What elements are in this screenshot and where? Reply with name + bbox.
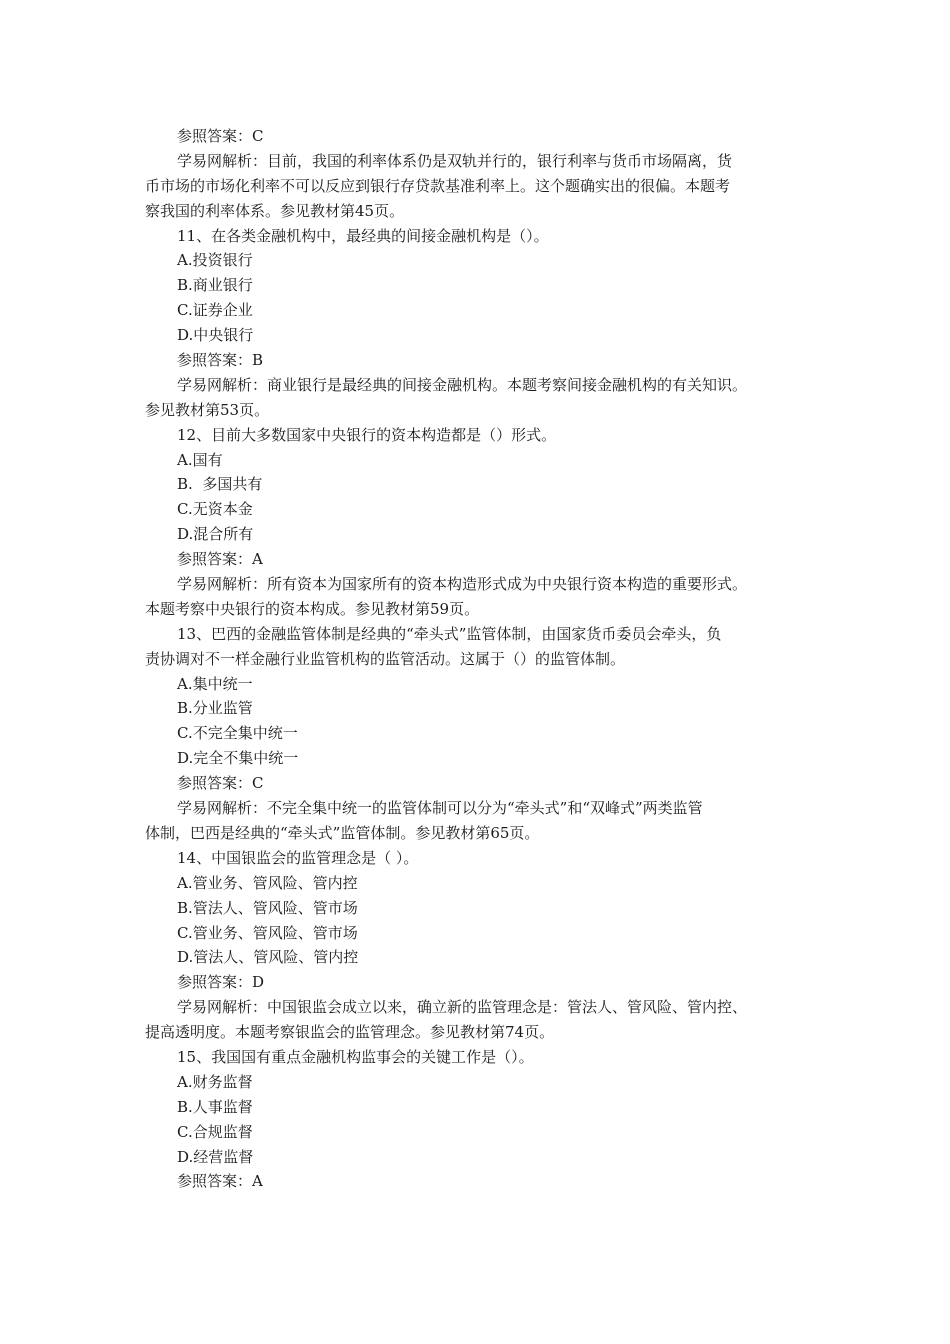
answer-line: 参照答案：C <box>177 774 264 793</box>
explanation-line: 本题考察中央银行的资本构成。参见教材第59页。 <box>145 599 480 618</box>
option-b: B.人事监督 <box>177 1097 253 1116</box>
explanation-line: 参见教材第53页。 <box>145 400 270 419</box>
explanation-line: 学易网解析：所有资本为国家所有的资本构造形式成为中央银行资本构造的重要形式。 <box>177 575 748 594</box>
question-11: 11、在各类金融机构中，最经典的间接金融机构是（）。 <box>177 226 549 245</box>
option-b: B.分业监管 <box>177 699 253 718</box>
explanation-line: 学易网解析：不完全集中统一的监管体制可以分为“牵头式”和“双峰式”两类监管 <box>177 799 703 818</box>
option-d: D.管法人、管风险、管内控 <box>177 948 359 967</box>
option-b: B.商业银行 <box>177 276 253 295</box>
explanation-line: 体制，巴西是经典的“牵头式”监管体制。参见教材第65页。 <box>145 823 540 842</box>
option-c: C.管业务、管风险、管市场 <box>177 923 358 942</box>
option-b: B. 多国共有 <box>177 475 263 494</box>
option-a: A.国有 <box>177 450 223 469</box>
question-13: 13、巴西的金融监管体制是经典的“牵头式”监管体制，由国家货币委员会牵头，负 <box>177 624 722 643</box>
option-a: A.集中统一 <box>177 674 253 693</box>
option-a: A.管业务、管风险、管内控 <box>177 873 358 892</box>
explanation-line: 提高透明度。本题考察银监会的监管理念。参见教材第74页。 <box>145 1023 555 1042</box>
option-b: B.管法人、管风险、管市场 <box>177 898 358 917</box>
question-14: 14、中国银监会的监管理念是（ ）。 <box>177 848 419 867</box>
explanation-line: 币市场的市场化利率不可以反应到银行存贷款基准利率上。这个题确实出的很偏。本题考 <box>145 176 731 195</box>
option-c: C.合规监督 <box>177 1122 253 1141</box>
answer-line: 参照答案：A <box>177 550 263 569</box>
option-d: D.混合所有 <box>177 525 254 544</box>
question-15: 15、我国国有重点金融机构监事会的关键工作是（）。 <box>177 1047 534 1066</box>
option-a: A.财务监督 <box>177 1072 253 1091</box>
question-12: 12、目前大多数国家中央银行的资本构造都是（）形式。 <box>177 425 557 444</box>
option-d: D.完全不集中统一 <box>177 749 299 768</box>
option-a: A.投资银行 <box>177 251 253 270</box>
option-c: C.无资本金 <box>177 500 253 519</box>
option-d: D.中央银行 <box>177 326 254 345</box>
answer-line: 参照答案：C <box>177 127 264 145</box>
document-page <box>145 124 809 1194</box>
answer-line: 参照答案：D <box>177 973 265 992</box>
option-c: C.不完全集中统一 <box>177 724 298 743</box>
answer-line: 参照答案：B <box>177 351 264 370</box>
explanation-line: 学易网解析：商业银行是最经典的间接金融机构。本题考察间接金融机构的有关知识。 <box>177 375 748 394</box>
option-c: C.证券企业 <box>177 301 253 320</box>
explanation-line: 学易网解析：目前，我国的利率体系仍是双轨并行的，银行利率与货币市场隔离，货 <box>177 151 733 170</box>
option-d: D.经营监督 <box>177 1147 254 1166</box>
answer-line: 参照答案：A <box>177 1172 263 1191</box>
explanation-line: 学易网解析：中国银监会成立以来，确立新的监管理念是：管法人、管风险、管内控、 <box>177 998 748 1017</box>
question-13-cont: 责协调对不一样金融行业监管机构的监管活动。这属于（）的监管体制。 <box>145 649 626 668</box>
explanation-line: 察我国的利率体系。参见教材第45页。 <box>145 201 405 220</box>
